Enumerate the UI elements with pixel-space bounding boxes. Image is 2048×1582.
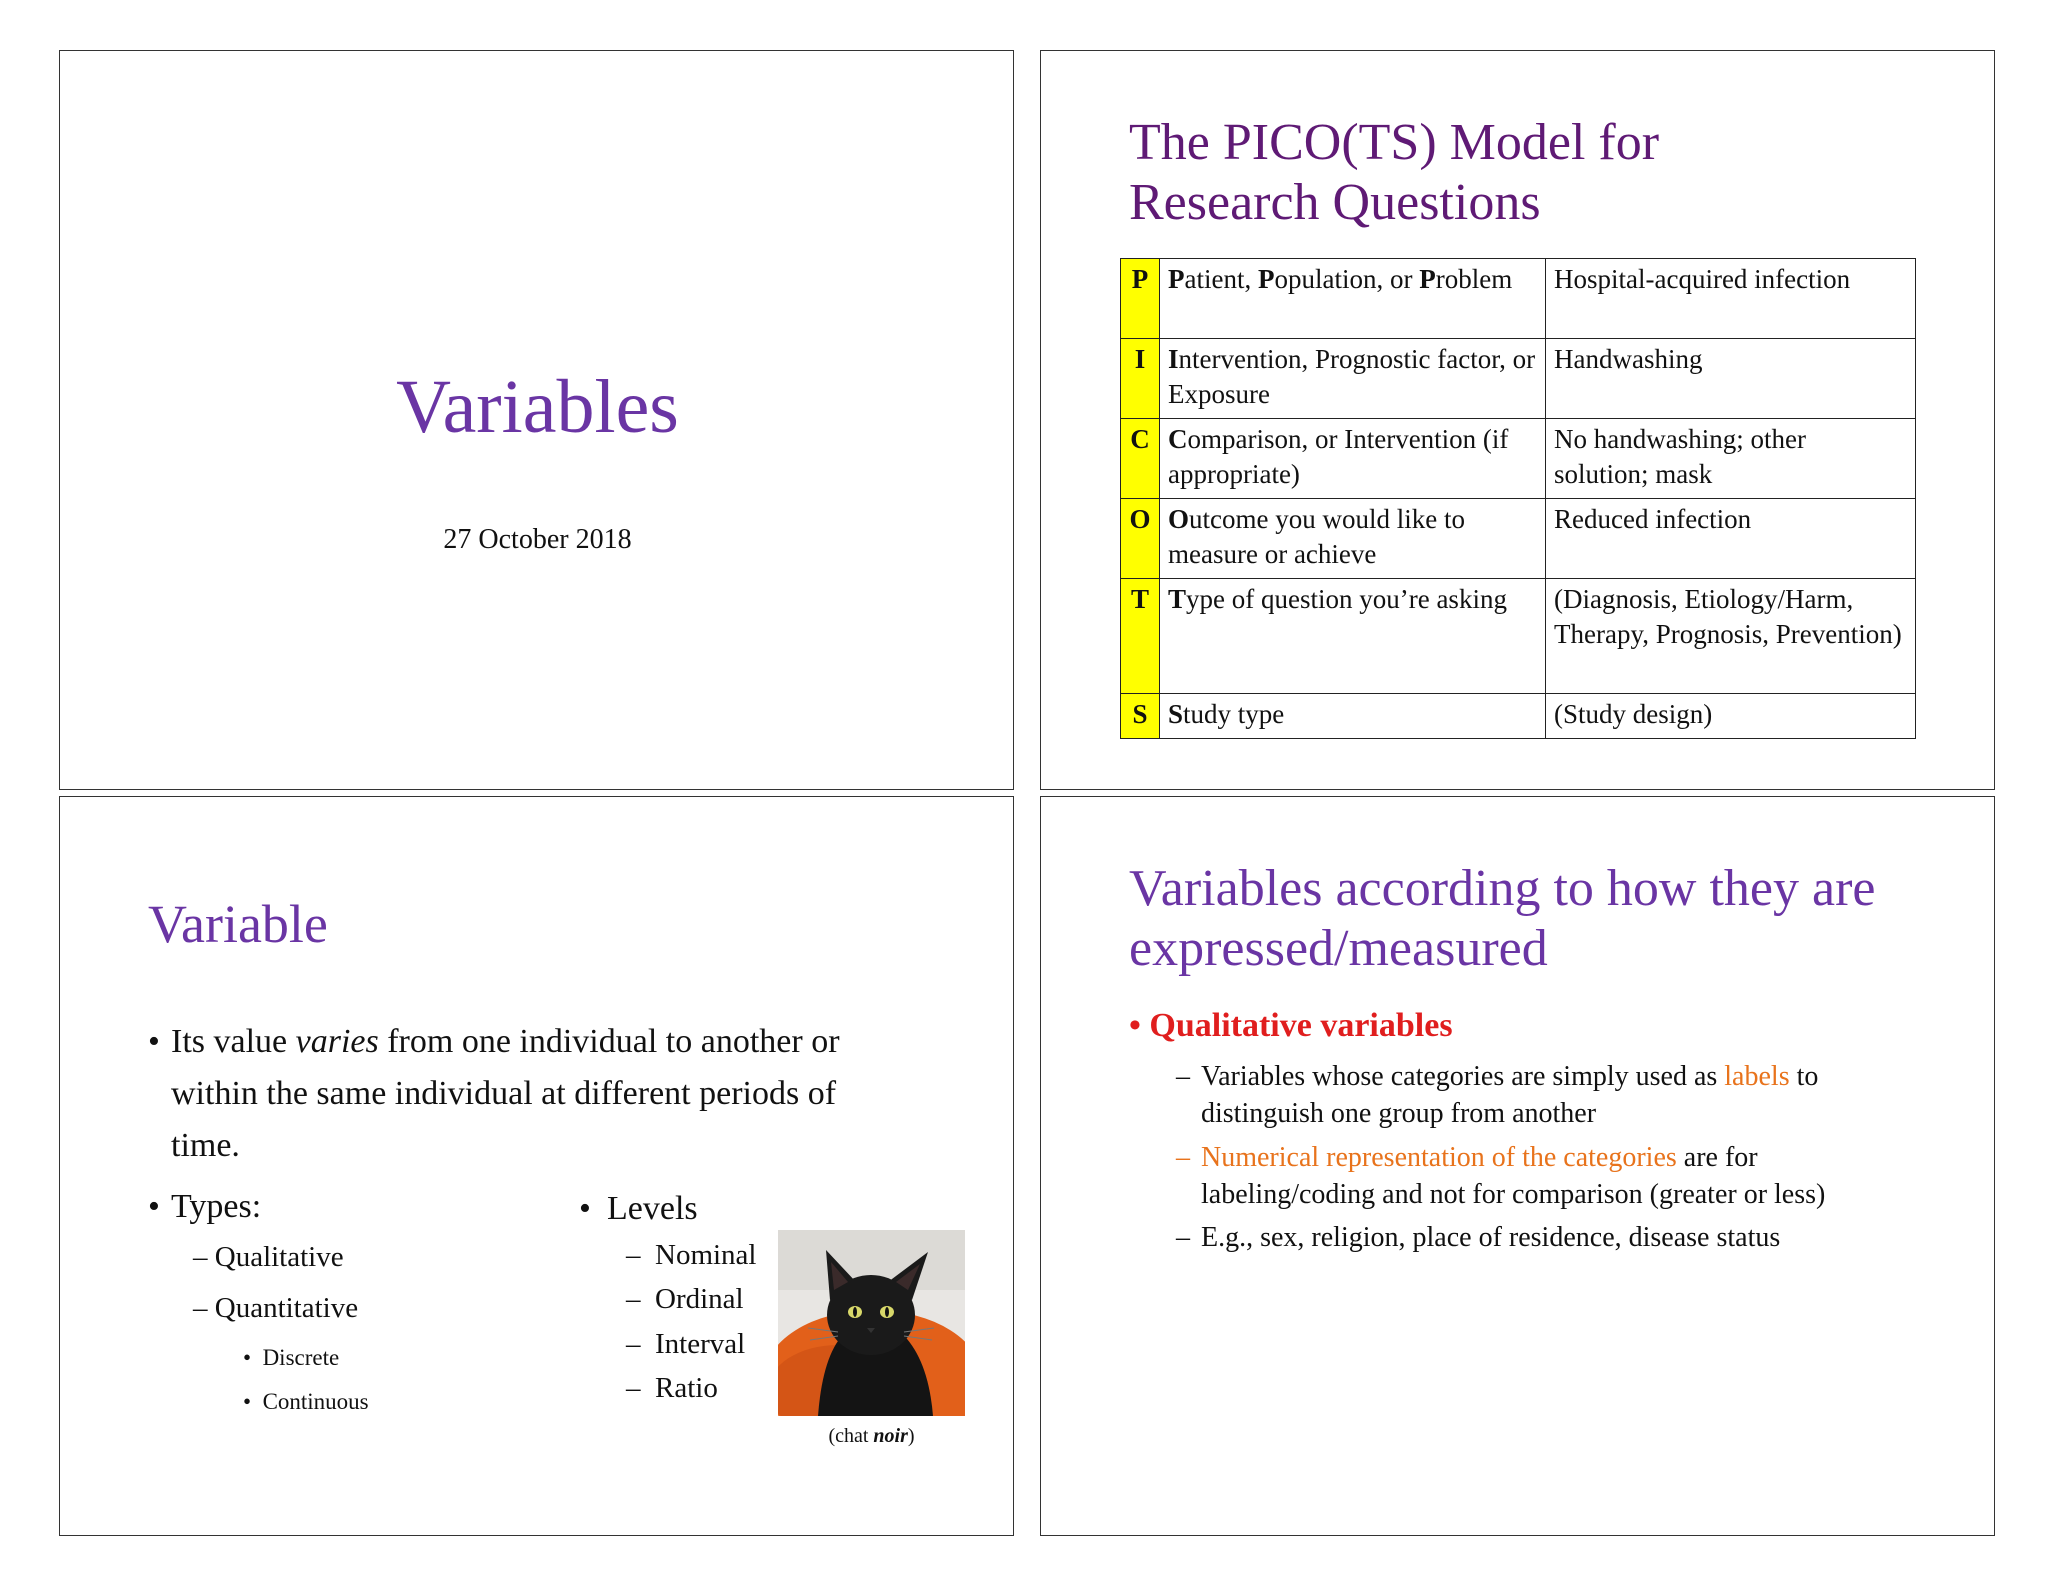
pico-example: (Study design) <box>1546 694 1916 739</box>
types-bullet <box>148 1181 261 1233</box>
levels-label: Levels <box>607 1190 698 1227</box>
pico-letter: P <box>1121 259 1160 339</box>
qualitative-heading: • Qualitative variables <box>1129 1007 1453 1044</box>
pico-term: Comparison, or Intervention (if appropriate) <box>1160 419 1546 499</box>
pico-letter: I <box>1121 339 1160 419</box>
list-item: – Numerical representation of the categories are for labeling/coding and not for comparison (greater or less) <box>1176 1142 1826 1210</box>
pico-title-line1: The PICO(TS) Model for <box>1129 114 1660 171</box>
pico-letter: S <box>1121 694 1160 739</box>
qualitative-slide-title: Variables according to how they are expressed/measured <box>1129 860 1876 977</box>
pico-term: Type of question you’re asking <box>1160 579 1546 694</box>
list-item: – E.g., sex, religion, place of residence, disease status <box>1176 1222 1781 1253</box>
types-label: Types: <box>171 1188 262 1225</box>
pico-term: Intervention, Prognostic factor, or Exposure <box>1160 339 1546 419</box>
pico-term: Patient, Population, or Problem <box>1160 259 1546 339</box>
list-item: – Nominal <box>626 1239 757 1271</box>
variable-slide-title: Variable <box>148 894 328 954</box>
slide-qualitative-variables <box>1040 796 1995 1536</box>
bullet-marker: • <box>148 1023 160 1060</box>
pico-letter: O <box>1121 499 1160 579</box>
pico-term: Outcome you would like to measure or achieve <box>1160 499 1546 579</box>
bullet-marker: • <box>579 1190 591 1227</box>
slide-title <box>59 50 1014 790</box>
list-item: • Discrete <box>243 1345 340 1370</box>
slide-pico-model <box>1040 50 1995 790</box>
list-item: – Variables whose categories are simply used as labels to distinguish one group from another <box>1176 1061 1819 1129</box>
list-item: – Ordinal <box>626 1283 744 1315</box>
pico-letter: T <box>1121 579 1160 694</box>
table-row <box>1121 339 1916 419</box>
pico-letter: C <box>1121 419 1160 499</box>
slide-variable <box>59 796 1014 1536</box>
image-caption: (chat noir) <box>828 1425 915 1447</box>
pico-example: Reduced infection <box>1546 499 1916 579</box>
table-row <box>1121 499 1916 579</box>
list-item: • Continuous <box>243 1389 369 1414</box>
pico-example: (Diagnosis, Etiology/Harm, Therapy, Prognosis, Prevention) <box>1546 579 1916 694</box>
slide-date: 27 October 2018 <box>443 524 632 555</box>
definition-bullet: • Its value varies from one individual to another or within the same individual at different periods of time. <box>148 1016 908 1172</box>
slide-title-heading: Variables <box>396 365 679 449</box>
list-item: – Qualitative <box>193 1241 344 1273</box>
table-row <box>1121 694 1916 739</box>
pico-table <box>1120 258 1916 739</box>
table-row <box>1121 579 1916 694</box>
pico-term: Study type <box>1160 694 1546 739</box>
levels-bullet <box>579 1183 698 1235</box>
table-row <box>1121 419 1916 499</box>
black-cat-photo-icon <box>778 1230 965 1416</box>
list-item: – Ratio <box>626 1372 718 1404</box>
pico-example: No handwashing; other solution; mask <box>1546 419 1916 499</box>
bullet-marker: • <box>148 1188 160 1225</box>
pico-example: Hospital-acquired infection <box>1546 259 1916 339</box>
list-item: – Interval <box>626 1328 746 1360</box>
pico-example: Handwashing <box>1546 339 1916 419</box>
pico-title-line2: Research Questions <box>1129 174 1541 231</box>
table-row <box>1121 259 1916 339</box>
list-item: – Quantitative <box>193 1292 359 1324</box>
pico-slide-title <box>1129 113 1659 233</box>
